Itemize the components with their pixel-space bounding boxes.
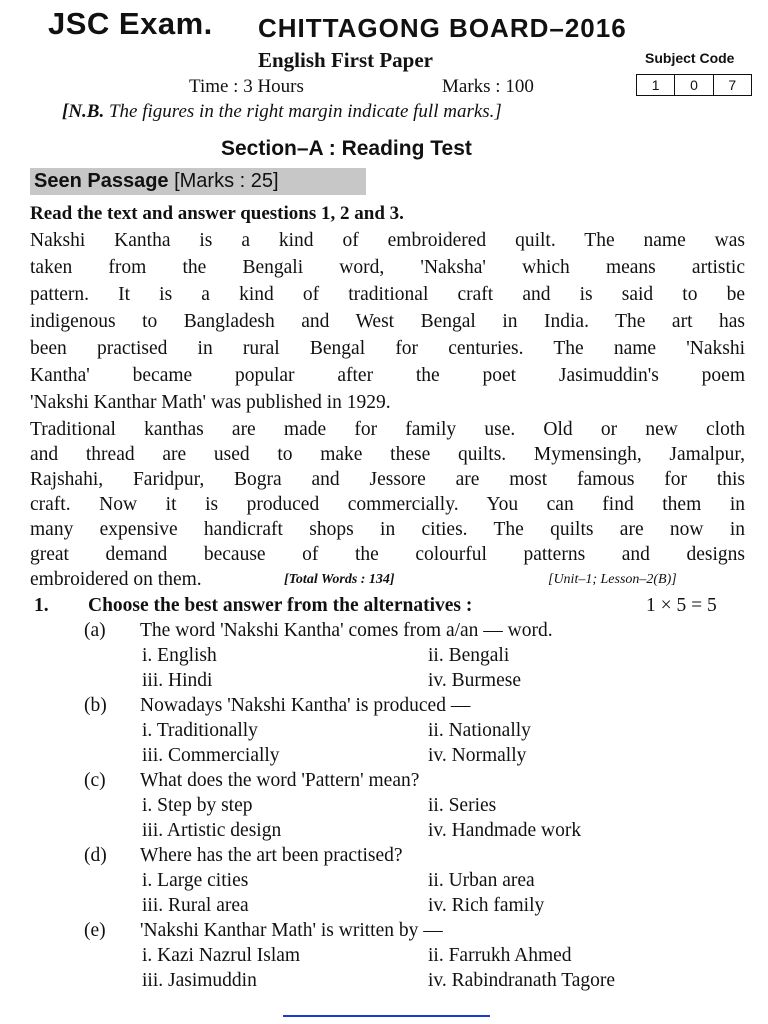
mcq-label: (e) <box>84 920 106 941</box>
mcq-option: ii. Urban area <box>428 870 535 891</box>
mcq-option: iii. Artistic design <box>142 820 282 841</box>
subject-code-digit: 7 <box>728 77 737 93</box>
exam-title: JSC Exam. <box>48 6 213 41</box>
board-title: CHITTAGONG BOARD–2016 <box>258 13 627 43</box>
passage-line: embroidered on them. <box>30 569 202 590</box>
mcq-option: i. Large cities <box>142 870 249 891</box>
passage-line: 'Nakshi Kanthar Math' was published in 1929. <box>30 392 391 413</box>
mcq-option: iii. Jasimuddin <box>142 970 257 991</box>
mcq-option: i. English <box>142 645 217 666</box>
mcq-stem: 'Nakshi Kanthar Math' is written by — <box>140 920 443 941</box>
subject-code-digit: 1 <box>637 75 675 95</box>
mcq-option: iv. Normally <box>428 745 527 766</box>
passage-line: Nakshi Kantha is a kind of embroidered quilt. The name was <box>30 230 745 251</box>
mcq-stem: The word 'Nakshi Kantha' comes from a/an — word. <box>140 620 553 641</box>
mcq-label: (a) <box>84 620 106 641</box>
mcq-option: iv. Rabindranath Tagore <box>428 970 616 991</box>
mcq-option: iii. Commercially <box>142 745 280 766</box>
passage-line: pattern. It is a kind of traditional craft and is said to be <box>30 284 745 305</box>
passage-line: Traditional kanthas are made for family use. Old or new cloth <box>30 419 745 440</box>
mcq-option: ii. Nationally <box>428 720 531 741</box>
nb-note <box>62 101 502 123</box>
nb-text: The figures in the right margin indicate full marks.] <box>108 101 502 122</box>
footer-divider <box>283 1015 490 1017</box>
subject-code-digit: 0 <box>675 75 713 95</box>
mcq-option: ii. Bengali <box>428 645 510 666</box>
mcq-option: iv. Handmade work <box>428 820 582 841</box>
subject-code-box <box>636 74 752 96</box>
seen-passage-label: Seen Passage <box>34 170 169 192</box>
passage-line: great demand because of the colourful patterns and designs <box>30 544 745 565</box>
passage-instruction: Read the text and answer questions 1, 2 and 3. <box>30 203 404 224</box>
mcq-option: iv. Burmese <box>428 670 521 691</box>
mcq-option: i. Traditionally <box>142 720 258 741</box>
question-marks: 1 × 5 = 5 <box>646 595 717 616</box>
passage-line: been practised in rural Bengal for centuries. The name 'Nakshi <box>30 338 745 359</box>
question-number: 1. <box>34 595 49 616</box>
nb-prefix: [N.B. <box>62 101 105 122</box>
mcq-label: (b) <box>84 695 107 716</box>
mcq-stem: Nowadays 'Nakshi Kantha' is produced — <box>140 695 471 716</box>
section-title: Section–A : Reading Test <box>221 137 472 160</box>
passage-line: Rajshahi, Faridpur, Bogra and Jessore are most famous for this <box>30 469 745 490</box>
passage-line: indigenous to Bangladesh and West Bengal in India. The art has <box>30 311 745 332</box>
question-text: Choose the best answer from the alternatives : <box>88 595 473 616</box>
mcq-stem: Where has the art been practised? <box>140 845 403 866</box>
mcq-option: i. Kazi Nazrul Islam <box>142 945 301 966</box>
passage-line: taken from the Bengali word, 'Naksha' which means artistic <box>30 257 745 278</box>
mcq-stem: What does the word 'Pattern' mean? <box>140 770 420 791</box>
mcq-option: ii. Farrukh Ahmed <box>428 945 572 966</box>
mcq-option: i. Step by step <box>142 795 253 816</box>
passage-line: many expensive handicraft shops in cities. The quilts are now in <box>30 519 745 540</box>
total-words: [Total Words : 134] <box>284 572 395 587</box>
seen-passage-banner <box>30 168 366 195</box>
mcq-option: iv. Rich family <box>428 895 545 916</box>
mcq-option: ii. Series <box>428 795 497 816</box>
passage-line: Kantha' became popular after the poet Jasimuddin's poem <box>30 365 745 386</box>
passage-line: craft. Now it is produced commercially. You can find them in <box>30 494 745 515</box>
mcq-label: (d) <box>84 845 107 866</box>
seen-passage-marks: [Marks : 25] <box>174 170 279 192</box>
passage-line: and thread are used to make these quilts. Mymensingh, Jamalpur, <box>30 444 745 465</box>
mcq-label: (c) <box>84 770 106 791</box>
exam-time: Time : 3 Hours <box>189 76 304 97</box>
subject-code-label: Subject Code <box>645 50 735 66</box>
mcq-option: iii. Rural area <box>142 895 249 916</box>
paper-title: English First Paper <box>258 48 434 72</box>
unit-reference: [Unit–1; Lesson–2(B)] <box>548 572 677 587</box>
mcq-option: iii. Hindi <box>142 670 213 691</box>
exam-marks: Marks : 100 <box>442 76 534 97</box>
